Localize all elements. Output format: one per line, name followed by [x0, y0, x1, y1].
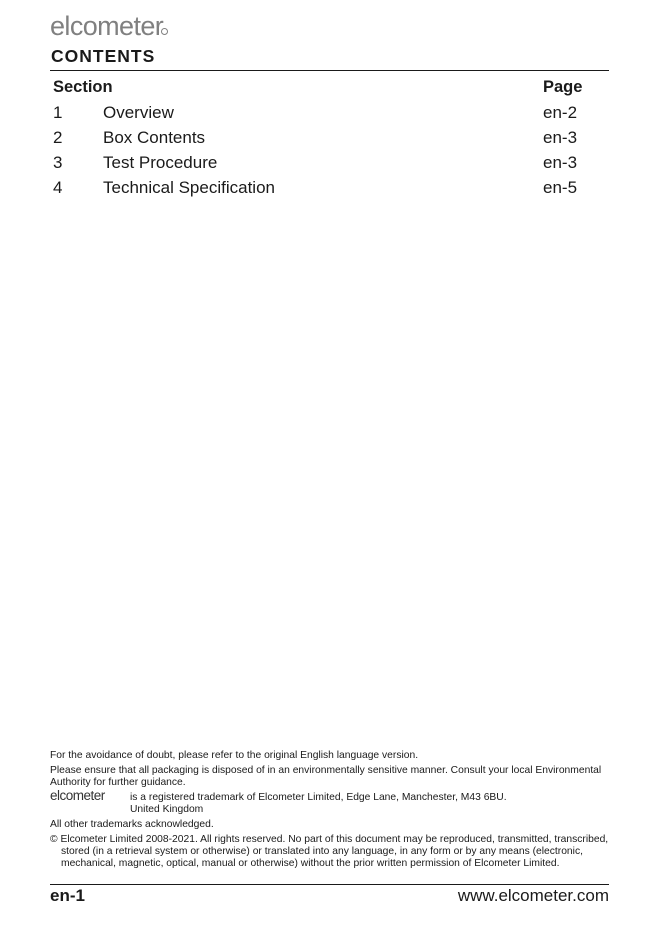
toc-number: 4	[53, 178, 63, 197]
copyright-notice: © Elcometer Limited 2008-2021. All rights reserved. No part of this document may be reproduced, transmitted, transcribed, stored (in a retrieval system or otherwise) or translated into any language, in any form or by any means (electronic, mechanical, magnetic, optical, manual or otherwise) without the prior written permission of Elcometer Limited.	[50, 834, 609, 869]
trademark-country: United Kingdom	[130, 804, 204, 815]
elcometer-small-logo: elcometer	[50, 788, 105, 803]
toc-row-test-procedure[interactable]	[53, 153, 585, 175]
other-trademarks: All other trademarks acknowledged.	[50, 819, 214, 830]
trademark-line: is a registered trademark of Elcometer Limited, Edge Lane, Manchester, M43 6BU.	[130, 792, 507, 803]
toc-number: 1	[53, 103, 63, 122]
page-number: en-1	[50, 886, 85, 905]
section-column-header: Section	[53, 78, 113, 96]
bottom-divider	[50, 884, 609, 885]
registered-icon	[161, 28, 168, 35]
toc-page: en-3	[543, 153, 578, 172]
toc-header	[53, 78, 585, 97]
toc-number: 2	[53, 128, 63, 147]
toc-title[interactable]: Box Contents	[103, 128, 206, 147]
packaging-notice: Please ensure that all packaging is disposed of in an environmentally sensitive manner. Consult your local Environmental Authority for further guidance.	[50, 765, 602, 788]
toc-title[interactable]: Overview	[103, 103, 174, 122]
toc-row-technical-specification[interactable]	[53, 178, 585, 200]
legal-footer	[50, 750, 610, 873]
page-column-header: Page	[543, 78, 583, 96]
toc-row-overview[interactable]	[53, 103, 585, 125]
logo-text: elcometer	[50, 11, 164, 41]
elcometer-logo	[50, 11, 168, 41]
website-link[interactable]: www.elcometer.com	[457, 886, 609, 905]
toc-title[interactable]: Technical Specification	[103, 178, 275, 197]
trademark-notice	[50, 788, 610, 816]
toc-number: 3	[53, 153, 63, 172]
doubt-notice: For the avoidance of doubt, please refer to the original English language version.	[50, 750, 419, 761]
toc-title[interactable]: Test Procedure	[103, 153, 218, 172]
toc-row-box-contents[interactable]	[53, 128, 585, 150]
toc-page: en-3	[543, 128, 578, 147]
top-divider	[50, 70, 609, 71]
toc-page: en-2	[543, 103, 578, 122]
toc-page: en-5	[543, 178, 578, 197]
page-title: CONTENTS	[51, 46, 156, 66]
